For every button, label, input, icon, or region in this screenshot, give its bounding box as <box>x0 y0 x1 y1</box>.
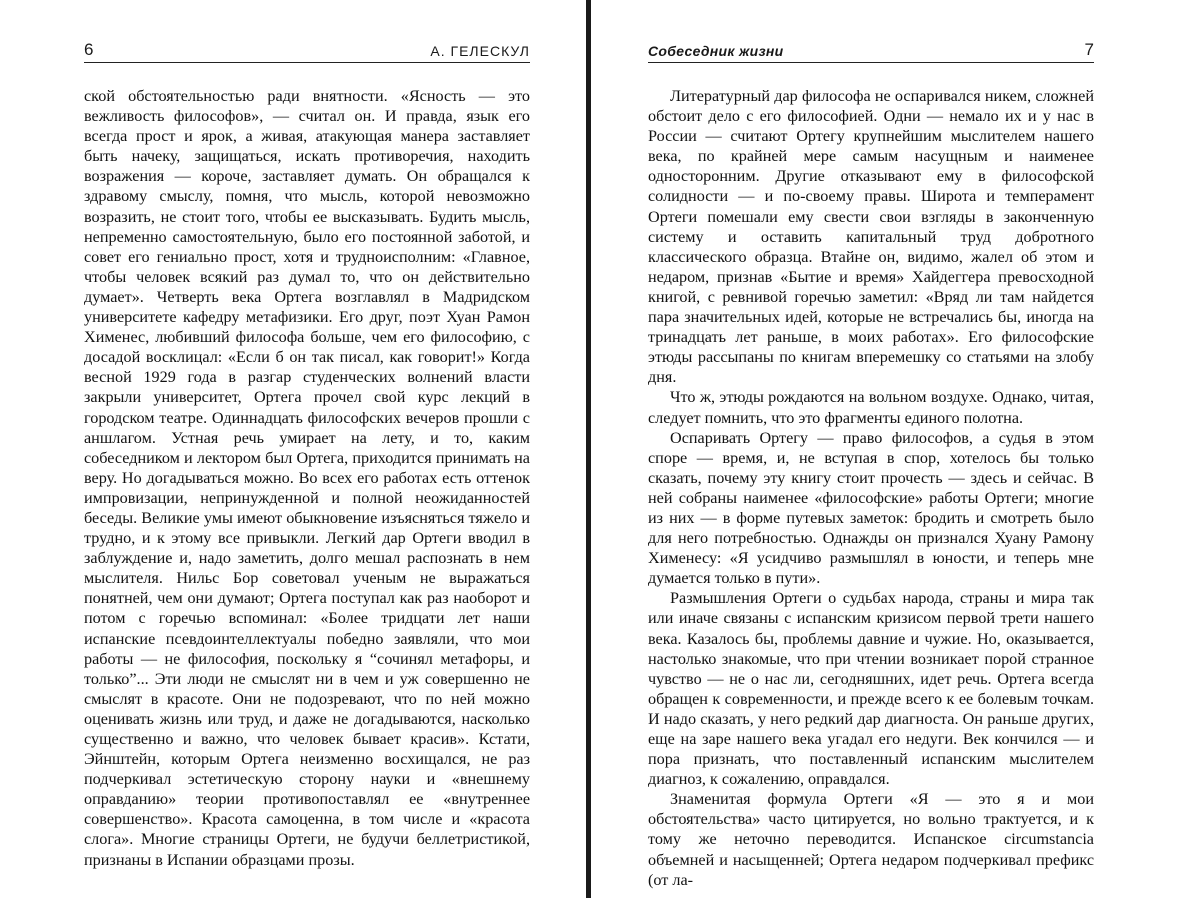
right-paragraph-5: Знаменитая формула Ортеги «Я — это я и мои обстоятельства» часто цитируется, но вольно трактуется, и к тому же неточно переводится. Испанское circumstancia объемней и насыщенней; Ортега недаром подчеркивал префикс (от ла- <box>648 790 1094 889</box>
left-page-number: 6 <box>84 40 94 59</box>
right-body-text <box>648 86 1094 890</box>
right-paragraph-1: Литературный дар философа не оспаривался никем, сложней обстоит дело с его философией. Одни — немало их и у нас в России — считают Ортегу крупнейшим мыслителем нашего века, по крайней мере самым насущным и наименее односторонним. Другие отказывают ему в философской солидности — и по-своему правы. Широта и темперамент Ортеги помешали ему свести свои взгляды в законченную систему и оставить капитальный труд добротного классического образца. Втайне он, видимо, жалел об этом и недаром, признав «Бытие и время» Хайдеггера превосходной книгой, с ревнивой горечью заметил: «Вряд ли там найдется пара значительных идей, которые не встречались бы, иногда на тринадцать лет раньше, в моих работах». Его философские этюды рассыпаны по книгам вперемешку со статьями на злобу дня. <box>648 87 1094 387</box>
left-paragraph-1: ской обстоятельностью ради внятности. «Ясность — это вежливость философов», — считал он. И правда, язык его всегда прост и ярок, а живая, атакующая манера заставляет быть начеку, защищаться, искать противоречия, находить возражения — короче, заставляет думать. Он обращался к здравому смыслу, помня, что мысль, которой невозможно возразить, не стоит того, чтобы ее высказывать. Будить мысль, непременно самостоятельную, было его постоянной заботой, и совет его гениально прост, хотя и трудноисполним: «Главное, чтобы человек всякий раз думал то, что он действительно думает». Четверть века Ортега возглавлял в Мадридском университете кафедру метафизики. Его друг, поэт Хуан Рамон Хименес, любивший философа больше, чем его философию, с досадой восклицал: «Если б он так писал, как говорит!» Когда весной 1929 года в разгар студенческих волнений власти закрыли университет, Ортега прочел свой курс лекций в городском театре. Одиннадцать философских вечеров прошли с аншлагом. Устная речь умирает на лету, и то, каким собеседником и лектором был Ортега, приходится принимать на веру. Но догадываться можно. Во всех его работах есть оттенок импровизации, непринужденной и полной неожиданностей беседы. Великие умы имеют обыкновение изъясняться тяжело и трудно, и к этому все привыкли. Легкий дар Ортеги вводил в заблуждение и, надо заметить, долго мешал распознать в нем мыслителя. Нильс Бор советовал ученым не выражаться понятней, чем они думают; Ортега поступал как раз наоборот и потом с горечью вспоминал: «Более тридцати лет наши испанские псевдоинтеллектуалы победно заявляли, что мои работы — не философия, поскольку я “сочинял метафоры, и только”... Эти люди не смыслят ни в чем и уж совершенно не смыслят в красоте. Они не подозревают, что по ней можно оценивать жизнь или труд, и даже не догадываются, насколько существенно и важно, что человек бывает красив». Кстати, Эйнштейн, которым Ортега неизменно восхищался, не раз подчеркивал эстетическую сторону науки и «внешнему оправданию» теории противопоставлял ее «внутреннее совершенство». Красота самоценна, в том числе и «красота слога». Многие страницы Ортеги, не будучи беллетристикой, признаны в Испании образцами прозы. <box>84 87 530 869</box>
right-paragraph-2: Что ж, этюды рождаются на вольном воздухе. Однако, читая, следует помнить, что это фрагменты единого полотна. <box>648 388 1094 427</box>
left-running-title: А. ГЕЛЕСКУЛ <box>430 43 530 59</box>
right-paragraph-4: Размышления Ортеги о судьбах народа, страны и мира так или иначе связаны с испанским кризисом первой трети нашего века. Казалось бы, проблемы давние и чужие. Но, оказывается, настолько знакомые, что при чтении возникает порой странное чувство — не о нас ли, сегодняшних, идет речь. Ортега всегда обращен к современности, и прежде всего к ее болевым точкам. И надо сказать, у него редкий дар диагноста. Он раньше других, еще на заре нашего века угадал его недуги. Век кончился — и пора признать, что поставленный испанским мыслителем диагноз, к сожалению, оправдался. <box>648 589 1094 789</box>
left-running-head <box>84 40 530 63</box>
right-page-number: 7 <box>1084 40 1094 59</box>
left-body-text <box>84 86 530 870</box>
left-page <box>84 0 530 898</box>
spine-gutter <box>586 0 591 898</box>
right-running-title: Собеседник жизни <box>648 43 784 59</box>
right-paragraph-3: Оспаривать Ортегу — право философов, а судья в этом споре — время, и, не вступая в спор, хотелось бы только сказать, почему эту книгу стоит прочесть — здесь и сейчас. В ней собраны наименее «философские» работы Ортеги; многие из них — в форме путевых заметок: бродить и смотреть было для него потребностью. Однажды он признался Хуану Рамону Хименесу: «Я усидчиво размышлял в юности, и теперь мне думается только в пути». <box>648 428 1094 588</box>
right-running-head <box>648 40 1094 63</box>
right-page <box>648 0 1094 898</box>
